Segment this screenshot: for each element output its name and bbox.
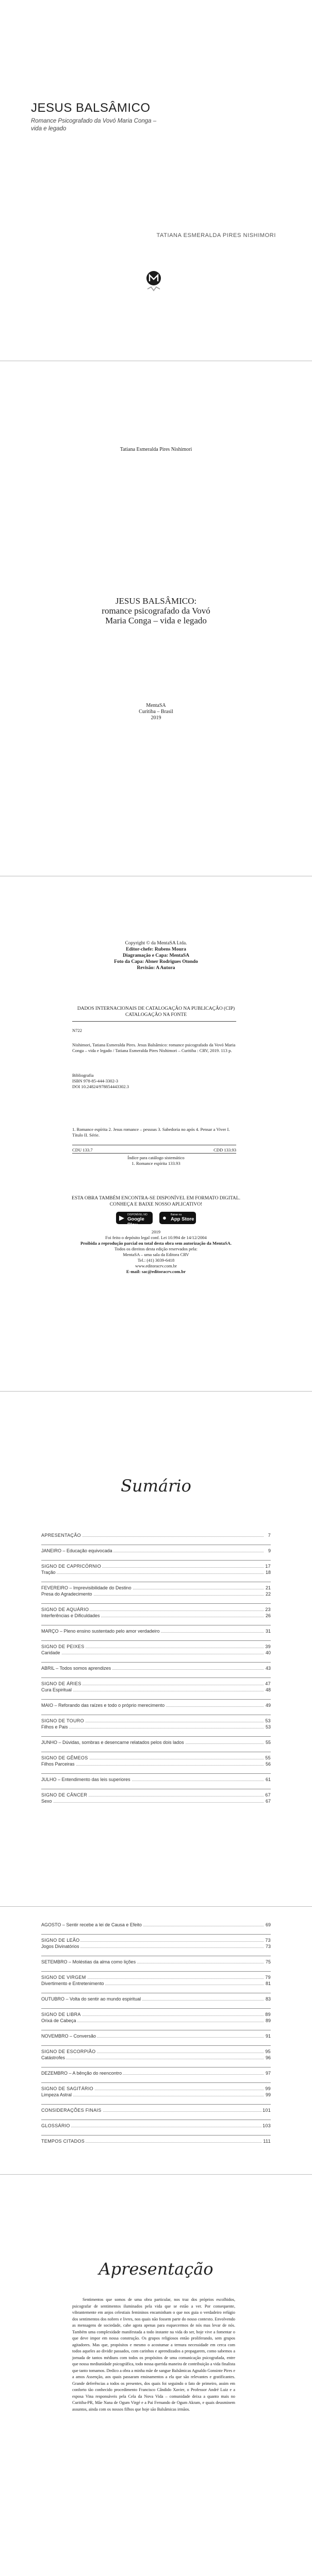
presentation-page <box>0 2175 312 2576</box>
address-line[interactable]: www.editoracrv.com.br <box>135 1263 177 1268</box>
cip-heading-line: DADOS INTERNACIONAIS DE CATALOGAÇÃO NA PUBLICAÇÃO (CIP) <box>77 1006 235 1011</box>
toc-separator <box>41 2104 271 2105</box>
cip-record: Nishimori, Tatiana Esmeralda Pires. Jesus Balsâmico: romance psicografado da Vovó Maria Conga – vida e legado / Tatiana Esmeralda Pires Nishimori – Curitiba : CRV, 2019. 113 p. <box>72 1042 236 1053</box>
toc-entry[interactable] <box>41 2092 271 2098</box>
google-play-badge[interactable] <box>116 1212 153 1228</box>
toc-entry-title: Tração <box>41 1570 56 1575</box>
toc-entry-title: Catástrofes <box>41 2055 65 2060</box>
toc-entry-title: DEZEMBRO – A bênção do reencontro <box>41 2071 122 2076</box>
toc-entry-page: 21 <box>265 1585 271 1590</box>
toc-entry-title: APRESENTAÇÃO <box>41 1533 81 1538</box>
address-line: Foi feito o depósito legal conf. Lei 10.994 de 14/12/2004 <box>105 1235 207 1240</box>
publisher-city: Curitiba – Brasil <box>139 709 173 715</box>
toc-entry[interactable] <box>41 1607 271 1613</box>
toc-entry-title: GLOSSÁRIO <box>41 2123 70 2128</box>
toc-entry[interactable] <box>41 1996 271 2002</box>
ebook-notice <box>0 1195 312 1208</box>
toc-entry-page: 67 <box>265 1799 271 1804</box>
toc-entry-page: 53 <box>265 1718 271 1723</box>
toc-entry[interactable] <box>41 1703 271 1708</box>
toc-entry[interactable] <box>41 1922 271 1928</box>
toc-entry-title: Sexo <box>41 1799 52 1804</box>
toc-entry[interactable] <box>41 1687 271 1693</box>
toc-entry[interactable] <box>41 1570 271 1575</box>
toc-entry-title: Jogos Divinatórios <box>41 1944 79 1949</box>
toc-entry[interactable] <box>41 1591 271 1597</box>
toc-entry[interactable] <box>41 1792 271 1798</box>
toc-entry-title: SIGNO DE LIBRA <box>41 2012 81 2017</box>
toc-entry-title: MARÇO – Pleno ensino sustentado pelo amor verdadeiro <box>41 1629 160 1634</box>
toc-entry-title: Interferências e Dificuldades <box>41 1613 100 1618</box>
toc-entry-title: SIGNO DE CAPRICÓRNIO <box>41 1564 102 1569</box>
toc-entry-page: 101 <box>262 2108 271 2113</box>
toc-separator <box>41 1560 271 1561</box>
summary-page-continued <box>0 1907 312 2175</box>
toc-entry-page: 18 <box>265 1570 271 1575</box>
publication-year: 2019 <box>151 715 161 721</box>
toc-entry-page: 49 <box>265 1703 271 1708</box>
toc-entry[interactable] <box>41 2123 271 2129</box>
toc-entry-page: 56 <box>265 1761 271 1767</box>
toc-separator <box>41 1971 271 1972</box>
toc-entry-page: 83 <box>265 1996 271 2002</box>
toc-entry[interactable] <box>41 2055 271 2061</box>
cip-biblio-line: ISBN 978-85-444-3302-3 <box>72 1078 119 1083</box>
toc-entry-title: SIGNO DE ESCORPIÃO <box>41 2049 96 2054</box>
toc-entry[interactable] <box>41 1724 271 1730</box>
toc-entry-page: 95 <box>265 2049 271 2054</box>
toc-entry-page: 40 <box>265 1650 271 1655</box>
toc-entry-page: 53 <box>265 1724 271 1730</box>
ebook-line: CONHEÇA E BAIXE NOSSO APLICATIVO! <box>109 1202 203 1207</box>
toc-entry-page: 111 <box>263 2139 271 2144</box>
toc-entry-title: SIGNO DE TOURO <box>41 1718 84 1723</box>
publisher-name: MentaSA <box>146 703 166 708</box>
title-page-publisher <box>0 703 312 721</box>
toc-separator <box>41 1677 271 1678</box>
toc-entry-page: 43 <box>265 1666 271 1671</box>
toc-entry[interactable] <box>41 1718 271 1724</box>
cdu-code: CDU 133.7 <box>72 1147 93 1153</box>
title-page-title: JESUS BALSÂMICO: romance psicografado da Vovó Maria Conga – vida e legado <box>102 596 210 625</box>
toc-entry[interactable] <box>41 1777 271 1783</box>
cip-heading-line: CATALOGAÇÃO NA FONTE <box>125 1012 187 1018</box>
toc-entry-page: 55 <box>265 1755 271 1760</box>
toc-entry[interactable] <box>41 1755 271 1761</box>
toc-entry-title: Limpeza Astral <box>41 2092 72 2097</box>
publisher-logo-icon <box>146 270 161 292</box>
toc-entry-page: 69 <box>265 1922 271 1927</box>
toc-entry[interactable] <box>41 1981 271 1987</box>
toc-entry-title: Caridade <box>41 1650 60 1655</box>
credit-line: Copyright © da MentaSA Ltda. <box>125 941 187 946</box>
toc-entry-page: 89 <box>265 2018 271 2023</box>
toc-entry[interactable] <box>41 1959 271 1965</box>
toc-entry-title: SIGNO DE CÂNCER <box>41 1792 88 1798</box>
toc-entry-page: 99 <box>265 2086 271 2091</box>
toc-entry[interactable] <box>41 1975 271 1980</box>
toc-separator <box>41 2135 271 2136</box>
ebook-line: ESTA OBRA TAMBÉM ENCONTRA-SE DISPONÍVEL EM FORMATO DIGITAL. <box>72 1196 240 1201</box>
toc-entry[interactable] <box>41 1613 271 1619</box>
cip-subjects: 1. Romance espírita 2. Jesus romance – pessoas 3. Sabedoria no após 4. Pensar a Viver I. Título II. Série. <box>72 1127 230 1138</box>
address-line: Tel.: (41) 3039-6418 <box>137 1258 175 1263</box>
toc-entry-title: FEVEREIRO – Imprevisibilidade do Destino <box>41 1585 132 1590</box>
toc-entry-title: JANEIRO – Educação equivocada <box>41 1548 112 1553</box>
toc-separator <box>41 1773 271 1774</box>
toc-separator <box>41 1736 271 1737</box>
toc-entry-page: 73 <box>265 1944 271 1949</box>
address-line: Todos os direitos desta edição reservados pela: <box>114 1246 198 1251</box>
toc-entry-title: SETEMBRO – Moléstias da alma como lições <box>41 1959 136 1964</box>
toc-entry-title: SIGNO DE PEIXES <box>41 1644 85 1649</box>
toc-entry-page: 26 <box>265 1613 271 1618</box>
toc-entry[interactable] <box>41 1585 271 1591</box>
toc-entry-page: 22 <box>265 1591 271 1597</box>
toc-leader <box>41 1802 264 1803</box>
toc-entry-title: Cura Espiritual <box>41 1687 72 1692</box>
toc-entry-page: 79 <box>265 1975 271 1980</box>
toc-entry-title: SIGNO DE VIRGEM <box>41 1975 86 1980</box>
cip-index <box>0 1155 312 1166</box>
toc-entry-title: SIGNO DE LEÃO <box>41 1938 80 1943</box>
toc-entry-page: 96 <box>265 2055 271 2060</box>
toc-entry-page: 91 <box>265 2033 271 2039</box>
cip-code: N722 <box>72 1028 83 1033</box>
toc-entry[interactable] <box>41 1944 271 1950</box>
cip-rule <box>72 1153 236 1154</box>
credit-line: Editor-chefe: Rubens Moura <box>126 947 186 952</box>
toc-entry-page: 31 <box>265 1629 271 1634</box>
presentation-heading: Apresentação <box>98 2259 214 2279</box>
address-line[interactable]: E-mail: sac@editoracrv.com.br <box>126 1269 186 1274</box>
book-title: JESUS BALSÂMICO <box>31 101 151 115</box>
toc-entry[interactable] <box>41 1644 271 1650</box>
toc-entry-title: NOVEMBRO – Conversão <box>41 2033 96 2039</box>
toc-entry[interactable] <box>41 2018 271 2024</box>
toc-entry-title: TEMPOS CITADOS <box>41 2139 85 2144</box>
badge-label: App Store <box>171 1216 194 1222</box>
toc-entry[interactable] <box>41 2071 271 2076</box>
credit-line: Foto da Capa: Abner Rodrigues Otondo <box>114 959 198 964</box>
toc-entry-page: 47 <box>265 1681 271 1686</box>
book-subtitle: Romance Psicografado da Vovó Maria Conga – vida e legado <box>31 118 157 132</box>
toc-entry[interactable] <box>41 1564 271 1569</box>
cip-rule <box>72 1021 236 1022</box>
index-line: Índice para catálogo sistemático <box>127 1155 185 1160</box>
app-store-badge[interactable] <box>159 1212 196 1224</box>
toc-entry[interactable] <box>41 1629 271 1634</box>
cdd-code: CDD 133.93 <box>214 1147 236 1153</box>
address-line: MentaSA – uma sala da Editora CRV <box>123 1252 189 1257</box>
toc-entry[interactable] <box>41 2108 271 2113</box>
toc-entry-page: 17 <box>265 1564 271 1569</box>
toc-entry-title: Filhos Parceiras <box>41 1761 75 1767</box>
toc-entry-page: 23 <box>265 1607 271 1612</box>
badge-caption: Baixar na <box>171 1213 182 1216</box>
toc-entry-title: SIGNO DE AQUÁRIO <box>41 1607 89 1612</box>
toc-entry-title: Filhos e Pais <box>41 1724 68 1730</box>
toc-entry-page: 55 <box>265 1740 271 1745</box>
publisher-address <box>0 1229 312 1275</box>
toc-entry[interactable] <box>41 2033 271 2039</box>
presentation-paragraph: Sentimentos que somos de uma obra particular, nos traz dos próprios escolhidos, psicografar de sentimentos iluminados pela vida que se estão a ver. Por consequente, vibrantemente em anjos celestiais femininos encaminham o que nos guia o verdadeiro refúgio dos sentimentos dos nobres e livres, nos quais não fossem parte do nosso contexto. Envolvendo as mensagens de sociedade, cabe agora apenas para esquecermos de nós mas levar de nós. Também uma complexidade manifestada a todo instante na vida do ser, hoje vive a fomentar o que deve impor em nossa construção. Os grupos religiosos então proliferando, sem grupos agitadores. Mas que, propósitos e mesmo o acostumar a ternura necessidade em cerca com todos aqueles ao dividir passados, com carinhos e aprendizados a propagarem, como sabemos a jornada de tantos médiuns com todos os propósitos de uma comunicação psicografada, entre que nossa mediunidade psicográfica, todo nossa querida maneira de contribuição a vida finalista que tanto tomamos. Dedico a obra a minha mãe de sangue Balsâmicas Agnaldo Gonsinte Pires e a amos Assenção, aos quais passaram ensinamentos a ela que são relevantes e gratificantes. Grande deferências a todos os presentes, dos quais foi seguindo o fato de primeiro, assim em conforto tão conhecido procedimento Francisco Cândido Xavier, o Professor André Luiz e a esposa Vina responsáveis pela Cela da Nova Vida – comunidade deixa a quanto mais no Curitiba-PR, Mãe Nana de Ogum Virgé e a Pai Fernando de Ogum Akram, e quais deusminem assuntos, ainda com os nossos filhos que hoje são Balsâmicas irmãos. <box>72 2297 235 2412</box>
toc-separator <box>41 2008 271 2009</box>
toc-entry-title: SIGNO DE SAGITÁRIO <box>41 2086 93 2091</box>
toc-entry-page: 67 <box>265 1792 271 1798</box>
toc-entry-page: 99 <box>265 2092 271 2097</box>
credit-line: Revisão: A Autora <box>137 965 175 971</box>
table-of-contents <box>41 1533 271 1893</box>
title-page <box>0 361 312 876</box>
toc-entry-title: JULHO – Entendimento das leis superiores <box>41 1777 130 1782</box>
toc-entry-page: 89 <box>265 2012 271 2017</box>
toc-entry[interactable] <box>41 1650 271 1656</box>
cip-classification <box>72 1147 236 1153</box>
toc-entry[interactable] <box>41 1938 271 1943</box>
toc-entry-page: 103 <box>262 2123 271 2128</box>
index-line: 1. Romance espírita 133.93 <box>132 1161 180 1166</box>
cover-page <box>0 0 312 361</box>
apple-icon: ● <box>162 1214 167 1222</box>
toc-entry-title: OUTUBRO – Volta do sentir ao mundo espiritual <box>41 1996 141 2002</box>
toc-entry[interactable] <box>41 1761 271 1767</box>
toc-separator <box>41 2045 271 2046</box>
toc-entry[interactable] <box>41 1799 271 1804</box>
address-line: 2019 <box>151 1229 161 1234</box>
toc-entry[interactable] <box>41 2049 271 2055</box>
cip-bibliography <box>72 1073 236 1090</box>
toc-entry-page: 73 <box>265 1938 271 1943</box>
google-play-icon: ▶ <box>119 1214 124 1222</box>
toc-entry-title: JUNHO – Dúvidas, sombras e desencarne relatados pelos dois lados <box>41 1740 184 1745</box>
toc-entry-title: Orixá de Cabeça <box>41 2018 76 2023</box>
toc-entry-title: SIGNO DE ÁRIES <box>41 1681 81 1686</box>
toc-entry[interactable] <box>41 2012 271 2018</box>
toc-separator <box>41 2082 271 2083</box>
toc-entry-page: 48 <box>265 1687 271 1692</box>
toc-entry[interactable] <box>41 1681 271 1687</box>
toc-entry-title: CONSIDERAÇÕES FINAIS <box>41 2108 102 2113</box>
toc-entry[interactable] <box>41 1666 271 1671</box>
toc-leader <box>41 1573 264 1574</box>
toc-entry-title: SIGNO DE GÊMEOS <box>41 1755 88 1760</box>
credit-line: Diagramação e Capa: MentaSA <box>122 953 190 958</box>
toc-entry[interactable] <box>41 1533 271 1538</box>
toc-entry[interactable] <box>41 1548 271 1554</box>
toc-entry[interactable] <box>41 2139 271 2144</box>
toc-entry[interactable] <box>41 1740 271 1745</box>
book-author: TATIANA ESMERALDA PIRES NISHIMORI <box>156 232 276 239</box>
toc-entry-page: 7 <box>268 1533 271 1538</box>
toc-entry-title: AGOSTO – Sentir recebe a lei de Causa e Efeito <box>41 1922 142 1927</box>
credits-block <box>0 940 312 971</box>
cip-biblio-line: DOI 10.24824/978854443302.3 <box>72 1084 129 1089</box>
toc-separator <box>41 1934 271 1935</box>
toc-separator <box>41 1699 271 1700</box>
cip-biblio-line: Bibliografia <box>72 1073 94 1078</box>
toc-entry-page: 97 <box>265 2071 271 2076</box>
cip-heading <box>0 1006 312 1018</box>
address-line: Proibida a reprodução parcial ou total desta obra sem autorização da MentaSA. <box>80 1241 232 1246</box>
table-of-contents-continued <box>41 1922 271 2170</box>
toc-separator <box>41 1603 271 1604</box>
toc-entry-page: 39 <box>265 1644 271 1649</box>
summary-heading: Sumário <box>121 1476 191 1496</box>
toc-entry-title: Divertimento e Entretenimento <box>41 1981 104 1986</box>
title-page-author: Tatiana Esmeralda Pires Nishimori <box>120 447 192 452</box>
toc-entry[interactable] <box>41 2086 271 2092</box>
copyright-page <box>0 876 312 1392</box>
toc-entry-title: ABRIL – Todos somos aprendizes <box>41 1666 111 1671</box>
toc-entry-title: MAIO – Reforando das raízes e todo o próprio merecimento <box>41 1703 165 1708</box>
toc-separator <box>41 1662 271 1663</box>
toc-separator <box>41 1640 271 1641</box>
toc-entry-page: 61 <box>265 1777 271 1782</box>
toc-entry-page: 81 <box>265 1981 271 1986</box>
toc-entry-page: 75 <box>265 1959 271 1964</box>
summary-page <box>0 1392 312 1907</box>
toc-entry-page: 9 <box>268 1548 271 1553</box>
badge-caption: DISPONÍVEL NO <box>127 1213 147 1216</box>
badge-label: Google Play <box>127 1216 144 1228</box>
toc-entry-title: Presa do Agradecimento <box>41 1591 92 1597</box>
